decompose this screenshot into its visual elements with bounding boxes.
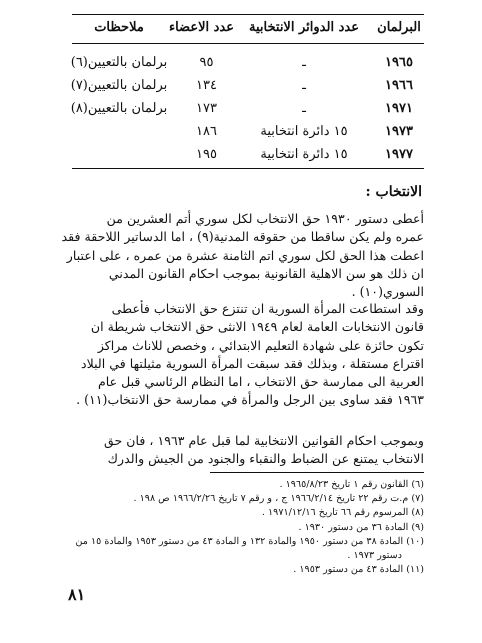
- cell-districts: ـ: [302, 101, 306, 116]
- footnote: (٩) المادة ٣٦ من دستور ١٩٣٠ .: [298, 521, 424, 533]
- cell-members: ١٨٦: [196, 124, 217, 139]
- footnote-rule: [210, 472, 424, 473]
- table-row: [72, 98, 424, 120]
- header-notes: ملاحظات: [94, 20, 144, 35]
- paragraph-voting-age: [58, 210, 424, 301]
- footnotes: [58, 478, 424, 577]
- cell-year: ١٩٧٣: [385, 124, 413, 139]
- text-line: اعطت هذا الحق لكل سوري اتم الثامنة عشرة من عمره ، على اعتبار: [66, 247, 424, 263]
- table-bottom-rule: [72, 168, 424, 169]
- cell-members: ١٧٣: [196, 101, 217, 116]
- text-line: وبموجب احكام القوانين الانتخابية لما قبل عام ١٩٦٣ ، فان حق: [103, 433, 424, 448]
- footnote: (١٠) المادة ٣٨ من دستور ١٩٥٠ والمادة ١٣٢ و المادة ٤٣ من دستور ١٩٥٣ والمادة ١٥ من: [75, 535, 424, 547]
- cell-members: ١٩٥: [196, 147, 217, 162]
- table-row: [72, 75, 424, 97]
- cell-notes: برلمان بالتعيين(٦): [70, 55, 168, 70]
- table-header-rule: [72, 43, 424, 44]
- cell-year: ١٩٧٧: [385, 147, 413, 162]
- cell-districts: ـ: [302, 55, 306, 70]
- paragraph-women-suffrage: [58, 300, 424, 410]
- text-line: تكون حائزة على شهادة التعليم الابتدائي ، وخصص للاناث مراكز: [97, 337, 424, 353]
- text-line: ان ذلك هو سن الاهلية القانونية بموجب احكام القانون المدني: [108, 265, 424, 281]
- header-parliament: البرلمان: [377, 20, 421, 35]
- cell-members: ١٣٤: [196, 78, 217, 93]
- text-line: ١٩٦٣ فقد ساوى بين الرجل والمرأة في ممارسة حق الانتخاب(١١) .: [76, 392, 424, 408]
- table-header-row: [72, 17, 424, 39]
- text-line: قانون الانتخابات العامة لعام ١٩٤٩ الانثى حق الانتخاب شريطة ان: [90, 319, 424, 335]
- text-line: العربية الى ممارسة حق الانتخاب ، اما النظام الرئاسي قبل عام: [97, 374, 424, 390]
- text-line: السوري(١٠) .: [351, 284, 424, 300]
- cell-members: ٩٥: [199, 55, 214, 70]
- text-line: أعطى دستور ١٩٣٠ حق الانتخاب لكل سوري أتم العشرين من: [106, 211, 424, 226]
- cell-year: ١٩٦٦: [385, 78, 413, 93]
- cell-districts: ـ: [302, 78, 306, 93]
- section-heading: الانتخاب :: [365, 184, 422, 200]
- table-row: [72, 144, 424, 166]
- footnote: (٧) م.ت رقم ٢٢ تاريخ ١٩٦٦/٢/١٤ ج ، و رقم ٧ تاريخ ١٩٦٦/٢/٢٦ ص ١٩٨ .: [133, 493, 424, 505]
- footnote: (٦) القانون رقم ١ تاريخ ١٩٦٥/٨/٢٣ .: [279, 479, 424, 490]
- table-row: [72, 52, 424, 74]
- cell-year: ١٩٦٥: [385, 55, 413, 70]
- text-line: الانتخاب يمتنع عن الضباط والنقباء والجنود من الجيش والدرك: [107, 451, 424, 467]
- page-number: ٨١: [68, 585, 86, 604]
- cell-year: ١٩٧١: [385, 101, 413, 116]
- cell-notes: برلمان بالتعيين(٨): [70, 101, 168, 116]
- text-line: وقد استطاعت المرأة السورية ان تنتزع حق الانتخاب فأعطى: [111, 301, 424, 316]
- cell-notes: برلمان بالتعيين(٧): [70, 78, 168, 93]
- cell-districts: ١٥ دائرة انتخابية: [260, 147, 348, 162]
- table-row: [72, 121, 424, 143]
- cell-districts: ١٥ دائرة انتخابية: [260, 124, 348, 139]
- footnote: (١١) المادة ٤٣ من دستور ١٩٥٣ .: [293, 564, 424, 576]
- text-line: عمره ولم يكن ساقطا من حقوقه المدنية(٩) ، اما الدساتير اللاحقة فقد: [61, 229, 424, 245]
- text-line: اقتراع مستقلة ، وبذلك فقد سبقت المرأة السورية مثيلتها في البلاد: [80, 355, 424, 371]
- table-top-rule: [72, 14, 424, 15]
- header-districts: عدد الدوائر الانتخابية: [249, 20, 359, 35]
- paragraph-military-exclusion: [58, 432, 424, 469]
- footnote-continuation: دستور ١٩٧٣ .: [347, 550, 402, 562]
- header-members: عدد الاعضاء: [168, 20, 234, 35]
- footnote: (٨) المرسوم رقم ٦٦ تاريخ ١٩٧١/١٢/١٦ .: [261, 507, 424, 519]
